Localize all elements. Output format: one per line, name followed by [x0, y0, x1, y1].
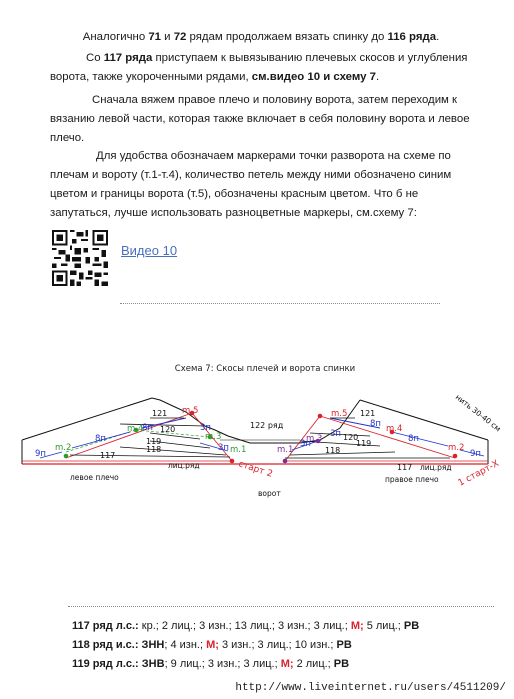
paragraph-intro: Аналогично 71 и 72 рядам продолжаем вязать спинку до 116 ряда. — [82, 31, 440, 43]
label-118-left: 118 — [146, 445, 162, 454]
marker-m1-left: m.1 — [230, 445, 247, 455]
stitch-3-right-1: 3п — [300, 439, 311, 449]
marker-m5-left: m.5 — [182, 406, 199, 416]
marker-m5-right: m.5 — [331, 409, 348, 419]
label-118-right: 118 — [325, 446, 341, 455]
label-119-right: 119 — [356, 439, 372, 448]
label-117-right: 117 — [397, 463, 413, 472]
scheme-title: Схема 7: Скосы плечей и ворота спинки — [174, 364, 356, 374]
label-thread: нить 30-40 см — [453, 392, 503, 434]
label-start-2: старт 2 — [237, 459, 274, 480]
stitch-8-left-2: 8п — [142, 423, 153, 433]
row-117-instruction: 117 ряд л.с.: кр.; 2 лиц.; 3 изн.; 13 лиц.; 3 изн.; 3 лиц.; М; 5 лиц.; РВ — [72, 620, 420, 632]
scheme-7-diagram — [0, 350, 514, 510]
label-121-left: 121 — [152, 409, 168, 418]
dotted-separator-top — [120, 303, 440, 304]
label-collar: ворот — [258, 489, 281, 498]
footer-url[interactable]: http://www.liveinternet.ru/users/4511209/ — [235, 682, 506, 694]
label-120-right: 120 — [343, 433, 359, 442]
marker-m2-left: m.2 — [55, 443, 72, 453]
marker-m4-left: m.4 — [127, 424, 144, 434]
stitch-3-left-2: 3п — [218, 443, 229, 453]
paragraph-right-shoulder: Сначала вяжем правое плечо и половину ворота, затем переходим к вязанию левой части, которая также включает в себя половину ворота и левое плечо. — [50, 94, 470, 144]
video-10-link[interactable]: Видео 10 — [121, 243, 178, 258]
stitch-9-right: 9п — [470, 449, 481, 459]
label-122: 122 ряд — [250, 421, 284, 430]
stitch-3-right-2: 3п — [330, 429, 341, 439]
label-left-shoulder: левое плечо — [70, 473, 119, 482]
label-start-1: 1 старт-Х — [456, 458, 501, 489]
stitch-3-left-1: 3п — [200, 423, 211, 433]
stitch-8-left-1: 8п — [95, 434, 106, 444]
marker-m1-right: m.1 — [277, 445, 294, 455]
marker-m3-left: m.3 — [205, 432, 222, 442]
label-119-left: 119 — [146, 437, 162, 446]
label-lic-row-left: лиц.ряд — [168, 461, 200, 470]
paragraph-row-117: Со 117 ряда приступаем к вывязыванию плечевых скосов и углубления ворота, также укороченными рядами, см.видео 10 и схему 7. — [50, 52, 468, 83]
dotted-separator-bottom — [68, 606, 494, 607]
label-121-right: 121 — [360, 409, 376, 418]
stitch-9-left: 9п — [35, 449, 46, 459]
label-right-shoulder: правое плечо — [385, 475, 439, 484]
paragraph-markers: Для удобства обозначаем маркерами точки разворота на схеме по плечам и вороту (т.1-т.4), количество петель между ними обозначено синим цветом и границы ворота (т.5), обозначены красным цветом. Что б не запутаться, лучше использовать разноцветные маркеры, см.схему 7: — [50, 150, 452, 219]
row-119-instruction: 119 ряд л.с.: ЗНВ; 9 лиц.; 3 изн.; 3 лиц.; М; 2 лиц.; РВ — [72, 658, 350, 670]
label-117-left: 117 — [100, 451, 116, 460]
marker-m3-right: m.3 — [306, 434, 323, 444]
qr-code-icon[interactable] — [52, 230, 108, 286]
row-118-instruction: 118 ряд и.с.: ЗНН; 4 изн.; М; 3 изн.; 3 лиц.; 10 изн.; РВ — [72, 639, 352, 651]
label-lic-row-right: лиц.ряд — [420, 463, 452, 472]
marker-m4-right: m.4 — [386, 424, 403, 434]
stitch-8-right-1: 8п — [370, 419, 381, 429]
marker-m2-right: m.2 — [448, 443, 465, 453]
label-120-left: 120 — [160, 425, 176, 434]
stitch-8-right-2: 8п — [408, 434, 419, 444]
